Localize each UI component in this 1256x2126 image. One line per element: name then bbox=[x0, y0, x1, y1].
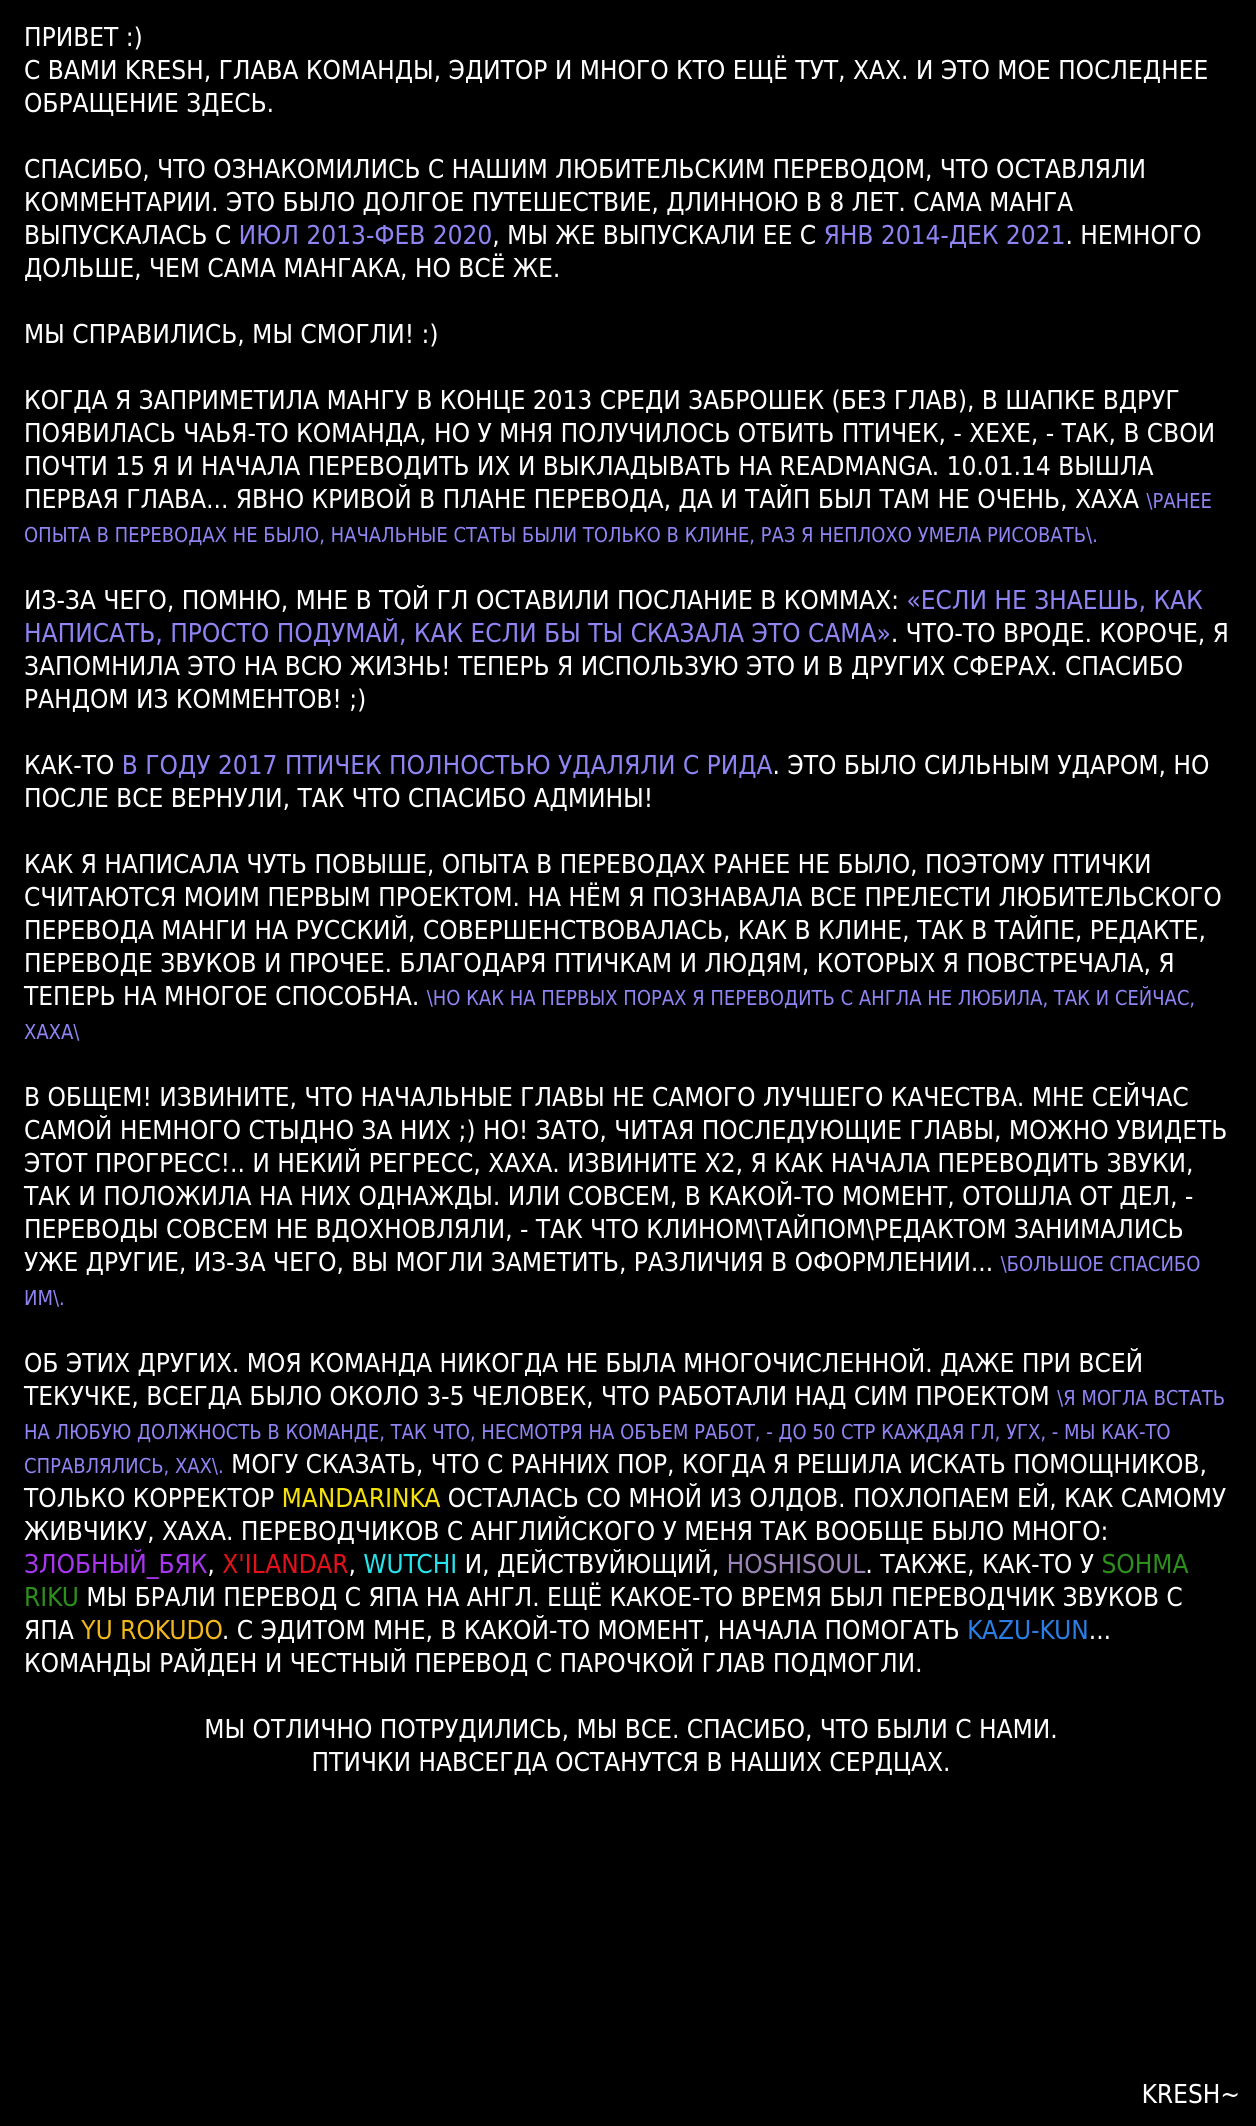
paragraph-history bbox=[24, 385, 1238, 552]
thanks-text: СПАСИБО, ЧТО ОЗНАКОМИЛИСЬ С НАШИМ ЛЮБИТЕЛЬСКИМ ПЕРЕВОДОМ, ЧТО ОСТАВЛЯЛИ КОММЕНТАРИИ. ЭТО БЫЛО ДОЛГОЕ ПУТЕШЕСТВИЕ, ДЛИННОЮ В 8 ЛЕТ. САМА МАНГА ВЫПУСКАЛАСЬ С bbox=[24, 155, 1147, 251]
paragraph-thanks bbox=[24, 154, 1238, 286]
advice-quote: «ЕСЛИ НЕ ЗНАЕШЬ, КАК НАПИСАТЬ, ПРОСТО ПОДУМАЙ, КАК ЕСЛИ БЫ ТЫ СКАЗАЛА ЭТО САМА» bbox=[24, 586, 1203, 649]
paragraph-apology bbox=[24, 1082, 1238, 1315]
team-text-7: . С ЭДИТОМ МНЕ, В КАКОЙ-ТО МОМЕНТ, НАЧАЛА ПОМОГАТЬ bbox=[221, 1616, 968, 1646]
paragraph-first-project bbox=[24, 849, 1238, 1049]
team-text-5: . ТАКЖЕ, КАК-ТО У bbox=[865, 1550, 1102, 1580]
comma: , bbox=[348, 1550, 364, 1580]
first-project-note: \НО КАК НА ПЕРВЫХ ПОРАХ Я ПЕРЕВОДИТЬ С АНГЛА НЕ ЛЮБИЛА, ТАК И СЕЙЧАС, ХАХА\ bbox=[24, 986, 1196, 1044]
member-xilandar: X'ILANDAR bbox=[222, 1550, 349, 1580]
paragraph-done bbox=[24, 319, 1238, 352]
done-text: МЫ СПРАВИЛИСЬ, МЫ СМОГЛИ! :) bbox=[24, 320, 439, 350]
member-yu-rokudo: YU ROKUDO bbox=[81, 1616, 222, 1646]
advice-text-2: . ЧТО-ТО ВРОДЕ. КОРОЧЕ, Я ЗАПОМНИЛА ЭТО НА ВСЮ ЖИЗНЬ! ТЕПЕРЬ Я ИСПОЛЬЗУЮ ЭТО И В ДРУГИХ СФЕРАХ. СПАСИБО РАНДОМ ИЗ КОММЕНТОВ! ;) bbox=[24, 619, 1229, 715]
paragraph-closing bbox=[24, 1714, 1238, 1780]
team-text-8: ... КОМАНДЫ РАЙДЕН И ЧЕСТНЫЙ ПЕРЕВОД С ПАРОЧКОЙ ГЛАВ ПОДМОГЛИ. bbox=[24, 1616, 1112, 1679]
removal-highlight: В ГОДУ 2017 ПТИЧЕК ПОЛНОСТЬЮ УДАЛЯЛИ С РИДА bbox=[121, 751, 773, 781]
paragraph-greeting bbox=[24, 22, 1238, 121]
advice-text: ИЗ-ЗА ЧЕГО, ПОМНЮ, МНЕ В ТОЙ ГЛ ОСТАВИЛИ ПОСЛАНИЕ В КОММАХ: bbox=[24, 586, 907, 616]
paragraph-removal bbox=[24, 750, 1238, 816]
team-text-2: МОГУ СКАЗАТЬ, ЧТО С РАННИХ ПОР, КОГДА Я РЕШИЛА ИСКАТЬ ПОМОЩНИКОВ, ТОЛЬКО КОРРЕКТОР bbox=[24, 1450, 1207, 1514]
member-kazu-kun: KAZU-KUN bbox=[967, 1616, 1089, 1646]
team-text-4: И, ДЕЙСТВУЙЮЩИЙ, bbox=[457, 1550, 727, 1580]
removal-text-2: . ЭТО БЫЛО СИЛЬНЫМ УДАРОМ, НО ПОСЛЕ ВСЕ ВЕРНУЛИ, ТАК ЧТО СПАСИБО АДМИНЫ! bbox=[24, 751, 1210, 814]
team-text: ОБ ЭТИХ ДРУГИХ. МОЯ КОМАНДА НИКОГДА НЕ БЫЛА МНОГОЧИСЛЕННОЙ. ДАЖЕ ПРИ ВСЕЙ ТЕКУЧКЕ, ВСЕГДА БЫЛО ОКОЛО 3-5 ЧЕЛОВЕК, ЧТО РАБОТАЛИ НАД СИМ ПРОЕКТОМ bbox=[24, 1349, 1144, 1412]
signature: KRESH~ bbox=[1141, 2080, 1240, 2110]
member-zlobny-byak: ЗЛОБНЫЙ_БЯК bbox=[24, 1550, 208, 1580]
history-note: \РАНЕЕ ОПЫТА В ПЕРЕВОДАХ НЕ БЫЛО, НАЧАЛЬНЫЕ СТАТЫ БЫЛИ ТОЛЬКО В КЛИНЕ, РАЗ Я НЕПЛОХО УМЕЛА РИСОВАТЬ\. bbox=[24, 489, 1212, 547]
translation-dates: ЯНВ 2014-ДЕК 2021 bbox=[823, 221, 1066, 251]
first-project-text: КАК Я НАПИСАЛА ЧУТЬ ПОВЫШЕ, ОПЫТА В ПЕРЕВОДАХ РАНЕЕ НЕ БЫЛО, ПОЭТОМУ ПТИЧКИ СЧИТАЮТСЯ МОИМ ПЕРВЫМ ПРОЕКТОМ. НА НЁМ Я ПОЗНАВАЛА ВСЕ ПРЕЛЕСТИ ЛЮБИТЕЛЬСКОГО ПЕРЕВОДА МАНГИ НА РУССКИЙ, СОВЕРШЕНСТВОВАЛАСЬ, КАК В КЛИНЕ, ТАК В ТАЙПЕ, РЕДАКТЕ, ПЕРЕВОДЕ ЗВУКОВ И ПРОЧЕЕ. БЛАГОДАРЯ ПТИЧКАМ И ЛЮДЯМ, КОТОРЫХ Я ПОВСТРЕЧАЛА, Я ТЕПЕРЬ НА МНОГОЕ СПОСОБНА. bbox=[24, 850, 1222, 1012]
member-hoshisoul: HOSHISOUL bbox=[726, 1550, 866, 1580]
team-note: \Я МОГЛА ВСТАТЬ НА ЛЮБУЮ ДОЛЖНОСТЬ В КОМАНДЕ, ТАК ЧТО, НЕСМОТРЯ НА ОБЪЕМ РАБОТ, - ДО 50 СТР КАЖДАЯ ГЛ, УГХ, - МЫ КАК-ТО СПРАВЛЯЛИСЬ, ХАХ\. bbox=[24, 1386, 1226, 1478]
afterword-text bbox=[24, 22, 1238, 1813]
paragraph-team bbox=[24, 1348, 1238, 1681]
history-text: КОГДА Я ЗАПРИМЕТИЛА МАНГУ В КОНЦЕ 2013 СРЕДИ ЗАБРОШЕК (БЕЗ ГЛАВ), В ШАПКЕ ВДРУГ ПОЯВИЛАСЬ ЧАЬЯ-ТО КОМАНДА, НО У МНЯ ПОЛУЧИЛОСЬ ОТБИТЬ ПТИЧЕК, - ХЕХЕ, - ТАК, В СВОИ ПОЧТИ 15 Я И НАЧАЛА ПЕРЕВОДИТЬ ИХ И ВЫКЛАДЫВАТЬ НА READMANGA. 10.01.14 ВЫШЛА ПЕРВАЯ ГЛАВА... ЯВНО КРИВОЙ В ПЛАНЕ ПЕРЕВОДА, ДА И ТАЙП БЫЛ ТАМ НЕ ОЧЕНЬ, ХАХА bbox=[24, 386, 1216, 515]
member-wutchi: WUTCHI bbox=[363, 1550, 458, 1580]
greeting: ПРИВЕТ :) bbox=[24, 23, 143, 53]
thanks-text-2: , МЫ ЖЕ ВЫПУСКАЛИ ЕЕ С bbox=[492, 221, 824, 251]
closing-line-1: МЫ ОТЛИЧНО ПОТРУДИЛИСЬ, МЫ ВСЕ. СПАСИБО, ЧТО БЫЛИ С НАМИ. bbox=[204, 1715, 1058, 1745]
closing-line-2: ПТИЧКИ НАВСЕГДА ОСТАНУТСЯ В НАШИХ СЕРДЦАХ. bbox=[311, 1748, 951, 1778]
member-mandarinka: MANDARINKA bbox=[281, 1484, 441, 1514]
comma: , bbox=[207, 1550, 223, 1580]
manga-dates: ИЮЛ 2013-ФЕВ 2020 bbox=[238, 221, 493, 251]
apology-note: \БОЛЬШОЕ СПАСИБО ИМ\. bbox=[24, 1252, 1201, 1310]
thanks-text-3: . НЕМНОГО ДОЛЬШЕ, ЧЕМ САМА МАНГАКА, НО ВСЁ ЖЕ. bbox=[24, 221, 1202, 284]
team-text-3: ОСТАЛАСЬ СО МНОЙ ИЗ ОЛДОВ. ПОХЛОПАЕМ ЕЙ, КАК САМОМУ ЖИВЧИКУ, ХАХА. ПЕРЕВОДЧИКОВ С АНГЛИЙСКОГО У МЕНЯ ТАК ВООБЩЕ БЫЛО МНОГО: bbox=[24, 1484, 1227, 1547]
team-text-6: МЫ БРАЛИ ПЕРЕВОД С ЯПА НА АНГЛ. ЕЩЁ КАКОЕ-ТО ВРЕМЯ БЫЛ ПЕРЕВОДЧИК ЗВУКОВ С ЯПА bbox=[24, 1583, 1183, 1646]
member-sohma-riku: SOHMA RIKU bbox=[24, 1550, 1189, 1613]
removal-text: КАК-ТО bbox=[24, 751, 122, 781]
paragraph-advice bbox=[24, 585, 1238, 717]
intro-text: С ВАМИ KRESH, ГЛАВА КОМАНДЫ, ЭДИТОР И МНОГО КТО ЕЩЁ ТУТ, ХАХ. И ЭТО МОЕ ПОСЛЕДНЕЕ ОБРАЩЕНИЕ ЗДЕСЬ. bbox=[24, 56, 1209, 119]
apology-text: В ОБЩЕМ! ИЗВИНИТЕ, ЧТО НАЧАЛЬНЫЕ ГЛАВЫ НЕ САМОГО ЛУЧШЕГО КАЧЕСТВА. МНЕ СЕЙЧАС САМОЙ НЕМНОГО СТЫДНО ЗА НИХ ;) НО! ЗАТО, ЧИТАЯ ПОСЛЕДУЮЩИЕ ГЛАВЫ, МОЖНО УВИДЕТЬ ЭТОТ ПРОГРЕСС!.. И НЕКИЙ РЕГРЕСС, ХАХА. ИЗВИНИТЕ Х2, Я КАК НАЧАЛА ПЕРЕВОДИТЬ ЗВУКИ, ТАК И ПОЛОЖИЛА НА НИХ ОДНАЖДЫ. ИЛИ СОВСЕМ, В КАКОЙ-ТО МОМЕНТ, ОТОШЛА ОТ ДЕЛ, - ПЕРЕВОДЫ СОВСЕМ НЕ ВДОХНОВЛЯЛИ, - ТАК ЧТО КЛИНОМ\ТАЙПОМ\РЕДАКТОМ ЗАНИМАЛИСЬ УЖЕ ДРУГИЕ, ИЗ-ЗА ЧЕГО, ВЫ МОГЛИ ЗАМЕТИТЬ, РАЗЛИЧИЯ В ОФОРМЛЕНИИ... bbox=[24, 1083, 1228, 1278]
